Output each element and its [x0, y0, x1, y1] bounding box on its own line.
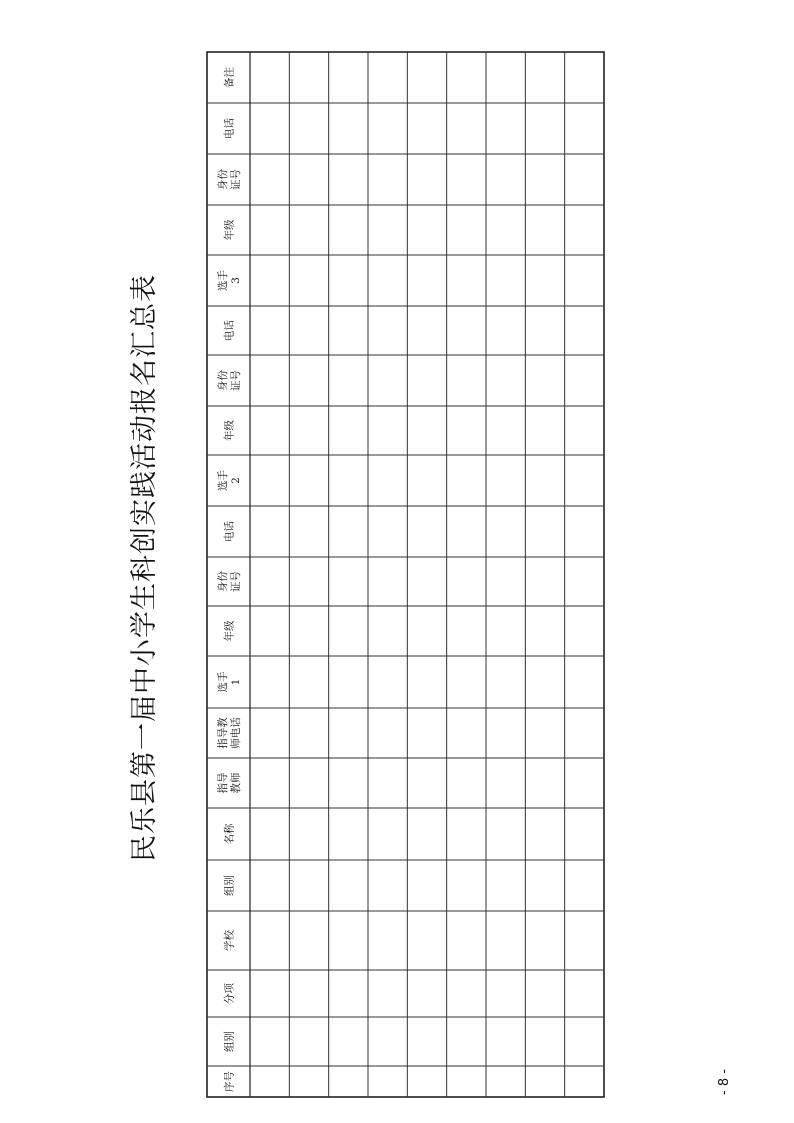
table-cell[interactable] [487, 407, 524, 454]
table-cell[interactable] [487, 456, 524, 505]
column-header [217, 370, 242, 391]
table-cell[interactable] [369, 155, 406, 204]
table-cell[interactable] [251, 558, 288, 605]
column-header [216, 671, 242, 692]
table-cell[interactable] [290, 53, 327, 102]
table-cell[interactable] [526, 256, 563, 305]
table-cell[interactable] [448, 456, 485, 505]
table-cell[interactable] [526, 809, 563, 859]
column-header-label: 分项 [223, 983, 236, 1004]
table-cell[interactable] [448, 709, 485, 757]
table-cell[interactable] [369, 206, 406, 254]
table-cell[interactable] [408, 912, 445, 969]
table-cell[interactable] [566, 709, 603, 757]
table-cell[interactable] [448, 809, 485, 859]
column-header-label: 选手 [217, 470, 229, 491]
table-cell[interactable] [251, 155, 288, 204]
table-cell[interactable] [408, 607, 445, 655]
table-cell[interactable] [487, 558, 524, 605]
table-cell[interactable] [566, 912, 603, 969]
column-header-label: 电话 [223, 521, 236, 542]
table-cell[interactable] [526, 155, 563, 204]
table-cell[interactable] [330, 53, 367, 102]
table-cell[interactable] [408, 709, 445, 757]
table-cell[interactable] [330, 1018, 367, 1065]
table-cell[interactable] [251, 607, 288, 655]
table-cell[interactable] [408, 809, 445, 859]
column-header [223, 983, 236, 1004]
table-cell[interactable] [408, 155, 445, 204]
column-header-label: 选手 [217, 671, 229, 693]
table-cell[interactable] [369, 861, 406, 910]
table-cell[interactable] [369, 912, 406, 969]
table-cell[interactable] [408, 356, 445, 405]
table-cell[interactable] [251, 759, 288, 807]
table-cell[interactable] [330, 356, 367, 405]
table-cell[interactable] [448, 861, 485, 910]
table-cell[interactable] [408, 456, 445, 505]
table-cell[interactable] [526, 657, 563, 707]
table-cell[interactable] [330, 971, 367, 1016]
table-cell[interactable] [526, 356, 563, 405]
table-cell[interactable] [330, 155, 367, 204]
table-cell[interactable] [290, 407, 327, 454]
column-header [216, 470, 242, 491]
table-cell[interactable] [566, 456, 603, 505]
table-cell[interactable] [369, 1018, 406, 1065]
table-cell[interactable] [408, 307, 445, 354]
table-cell[interactable] [330, 861, 367, 910]
column-header [216, 717, 242, 749]
table-cell[interactable] [290, 809, 327, 859]
table-cell[interactable] [290, 558, 327, 605]
table-cell[interactable] [566, 307, 603, 354]
table-cell[interactable] [448, 256, 485, 305]
column-header [217, 571, 242, 592]
table-cell[interactable] [290, 104, 327, 153]
table-cell[interactable] [566, 104, 603, 153]
table-cell[interactable] [251, 307, 288, 354]
table-cell[interactable] [290, 912, 327, 969]
table-cell[interactable] [566, 1067, 603, 1096]
table-cell[interactable] [448, 104, 485, 153]
column-header-label: 教师 [230, 772, 242, 794]
table-cell[interactable] [408, 407, 445, 454]
table-cell[interactable] [487, 307, 524, 354]
table-cell[interactable] [526, 861, 563, 910]
column-header-label: 组别 [223, 1031, 236, 1052]
table-cell[interactable] [408, 104, 445, 153]
table-cell[interactable] [487, 53, 524, 102]
table-cell[interactable] [290, 759, 327, 807]
table-cell[interactable] [408, 971, 445, 1016]
table-cell[interactable] [566, 809, 603, 859]
table-cell[interactable] [369, 256, 406, 305]
table-cell[interactable] [526, 558, 563, 605]
table-cell[interactable] [408, 861, 445, 910]
column-header [223, 1071, 236, 1093]
table-cell[interactable] [369, 356, 406, 405]
table-cell[interactable] [526, 1067, 563, 1096]
table-cell[interactable] [566, 407, 603, 454]
table-cell[interactable] [251, 657, 288, 707]
table-cell[interactable] [566, 607, 603, 655]
table-cell[interactable] [251, 709, 288, 757]
table-cell[interactable] [566, 759, 603, 807]
table-cell[interactable] [330, 558, 367, 605]
column-header-label: 证号 [230, 571, 242, 592]
table-cell[interactable] [408, 1018, 445, 1065]
table-cell[interactable] [290, 507, 327, 556]
column-header [223, 67, 236, 88]
table-cell[interactable] [448, 1018, 485, 1065]
table-cell[interactable] [487, 507, 524, 556]
table-cell[interactable] [369, 104, 406, 153]
table-cell[interactable] [251, 206, 288, 254]
table-cell[interactable] [251, 971, 288, 1016]
table-cell[interactable] [448, 155, 485, 204]
table-cell[interactable] [408, 206, 445, 254]
column-header-label: 名称 [223, 823, 236, 845]
table-cell[interactable] [408, 507, 445, 556]
table-cell[interactable] [290, 206, 327, 254]
column-header [223, 1031, 236, 1052]
table-cell[interactable] [566, 53, 603, 102]
table-cell[interactable] [408, 53, 445, 102]
table-cell[interactable] [566, 558, 603, 605]
column-header-label: 组别 [223, 875, 236, 896]
table-cell[interactable] [251, 912, 288, 969]
table-cell[interactable] [251, 356, 288, 405]
table-cell[interactable] [290, 971, 327, 1016]
table-cell[interactable] [330, 456, 367, 505]
table-cell[interactable] [290, 155, 327, 204]
table-cell[interactable] [566, 1018, 603, 1065]
table-cell[interactable] [330, 912, 367, 969]
table-cell[interactable] [290, 861, 327, 910]
table-cell[interactable] [369, 709, 406, 757]
table-cell[interactable] [448, 53, 485, 102]
table-cell[interactable] [330, 307, 367, 354]
table-cell[interactable] [526, 912, 563, 969]
column-header-label: 年级 [223, 620, 236, 642]
column-header-label: 证号 [230, 370, 242, 391]
column-header [223, 620, 236, 641]
table-cell[interactable] [526, 456, 563, 505]
table-cell[interactable] [251, 456, 288, 505]
table-cell[interactable] [526, 507, 563, 556]
table-cell[interactable] [566, 206, 603, 254]
table-cell[interactable] [448, 407, 485, 454]
table-cell[interactable] [369, 507, 406, 556]
table-cell[interactable] [369, 1067, 406, 1096]
table-cell[interactable] [251, 861, 288, 910]
table-cell[interactable] [290, 657, 327, 707]
table-cell[interactable] [251, 53, 288, 102]
table-cell[interactable] [487, 104, 524, 153]
table-cell[interactable] [330, 407, 367, 454]
table-cell[interactable] [526, 709, 563, 757]
page-number: - 8 - [717, 1069, 732, 1095]
table-cell[interactable] [290, 607, 327, 655]
column-header-label: 备注 [223, 67, 236, 88]
column-header [223, 930, 236, 951]
table-cell[interactable] [487, 657, 524, 707]
column-header [223, 320, 236, 341]
table-cell[interactable] [290, 307, 327, 354]
table-cell[interactable] [369, 407, 406, 454]
table-cell[interactable] [448, 558, 485, 605]
column-header-label: 电话 [223, 118, 236, 139]
table-cell[interactable] [448, 206, 485, 254]
column-header-label: 1 [230, 678, 242, 686]
table-cell[interactable] [330, 507, 367, 556]
table-cell[interactable] [251, 1067, 288, 1096]
table-cell[interactable] [566, 507, 603, 556]
column-header-label: 学校 [223, 930, 236, 951]
table-cell[interactable] [566, 356, 603, 405]
table-cell[interactable] [330, 709, 367, 757]
table-cell[interactable] [290, 1067, 327, 1096]
table-cell[interactable] [526, 407, 563, 454]
table-cell[interactable] [330, 657, 367, 707]
column-header [223, 118, 236, 139]
table-cell[interactable] [290, 356, 327, 405]
column-header-label: 选手 [217, 270, 229, 291]
table-cell[interactable] [290, 709, 327, 757]
table-cell[interactable] [526, 104, 563, 153]
table-cell[interactable] [369, 657, 406, 707]
table-cell[interactable] [408, 256, 445, 305]
table-cell[interactable] [330, 607, 367, 655]
column-header-label: 身份 [217, 571, 229, 592]
table-cell[interactable] [251, 1018, 288, 1065]
table-cell[interactable] [290, 256, 327, 305]
column-header [224, 823, 236, 844]
table-cell[interactable] [330, 104, 367, 153]
column-header-label: 年级 [223, 219, 236, 241]
table-cell[interactable] [448, 759, 485, 807]
table-cell[interactable] [369, 456, 406, 505]
table-cell[interactable] [369, 53, 406, 102]
table-cell[interactable] [566, 256, 603, 305]
column-header [223, 219, 236, 240]
table-cell[interactable] [408, 558, 445, 605]
column-header [216, 270, 242, 291]
table-cell[interactable] [487, 356, 524, 405]
table-cell[interactable] [448, 912, 485, 969]
table-cell[interactable] [369, 607, 406, 655]
table-cell[interactable] [487, 971, 524, 1016]
table-cell[interactable] [487, 607, 524, 655]
table-cell[interactable] [526, 1018, 563, 1065]
table-cell[interactable] [487, 861, 524, 910]
table-cell[interactable] [487, 155, 524, 204]
column-header-label: 身份 [217, 169, 229, 190]
column-header-label: 2 [230, 477, 242, 484]
table-cell[interactable] [526, 971, 563, 1016]
table-cell[interactable] [448, 657, 485, 707]
column-header [216, 772, 242, 793]
table-cell[interactable] [330, 809, 367, 859]
table-cell[interactable] [487, 709, 524, 757]
table-cell[interactable] [487, 912, 524, 969]
column-header-label: 指导教 [217, 717, 229, 749]
table-cell[interactable] [251, 256, 288, 305]
column-header [217, 169, 242, 190]
column-header-label: 序号 [223, 1071, 236, 1092]
table-cell[interactable] [330, 1067, 367, 1096]
table-cell[interactable] [251, 407, 288, 454]
table-cell[interactable] [369, 307, 406, 354]
table-cell[interactable] [566, 861, 603, 910]
table-cell[interactable] [526, 607, 563, 655]
table-cell[interactable] [448, 607, 485, 655]
column-header-label: 3 [230, 277, 242, 284]
table-cell[interactable] [526, 206, 563, 254]
column-header-label: 指导 [217, 772, 229, 794]
table-cell[interactable] [526, 307, 563, 354]
table-cell[interactable] [566, 155, 603, 204]
table-cell[interactable] [487, 1018, 524, 1065]
table-cell[interactable] [526, 53, 563, 102]
table-cell[interactable] [487, 809, 524, 859]
table-cell[interactable] [448, 356, 485, 405]
table-cell[interactable] [251, 104, 288, 153]
table-cell[interactable] [487, 256, 524, 305]
page-title: 民乐县第一届中小学生科创实践活动报名汇总表 [129, 274, 160, 862]
table-cell[interactable] [369, 971, 406, 1016]
table-cell[interactable] [408, 657, 445, 707]
table-cell[interactable] [369, 759, 406, 807]
table-cell[interactable] [526, 759, 563, 807]
table-cell[interactable] [369, 558, 406, 605]
table-cell[interactable] [330, 206, 367, 254]
column-header-label: 电话 [223, 320, 236, 341]
table-cell[interactable] [290, 1018, 327, 1065]
table-cell[interactable] [448, 507, 485, 556]
table-cell[interactable] [448, 1067, 485, 1096]
table-cell[interactable] [566, 971, 603, 1016]
table-cell[interactable] [408, 759, 445, 807]
column-header-label: 年级 [223, 420, 236, 441]
table-cell[interactable] [408, 1067, 445, 1096]
column-header [223, 420, 236, 441]
table-cell[interactable] [251, 809, 288, 859]
table-cell[interactable] [330, 256, 367, 305]
column-header-label: 证号 [230, 169, 242, 190]
column-header [223, 875, 236, 896]
table-cell[interactable] [251, 507, 288, 556]
table-cell[interactable] [448, 307, 485, 354]
table-cell[interactable] [330, 759, 367, 807]
table-cell[interactable] [290, 456, 327, 505]
table-cell[interactable] [448, 971, 485, 1016]
table-cell[interactable] [487, 1067, 524, 1096]
column-header-label: 师电话 [230, 717, 242, 749]
table-cell[interactable] [487, 759, 524, 807]
table-cell[interactable] [487, 206, 524, 254]
table-cell[interactable] [369, 809, 406, 859]
column-header-label: 身份 [217, 370, 229, 391]
column-header [223, 521, 236, 542]
table-cell[interactable] [566, 657, 603, 707]
